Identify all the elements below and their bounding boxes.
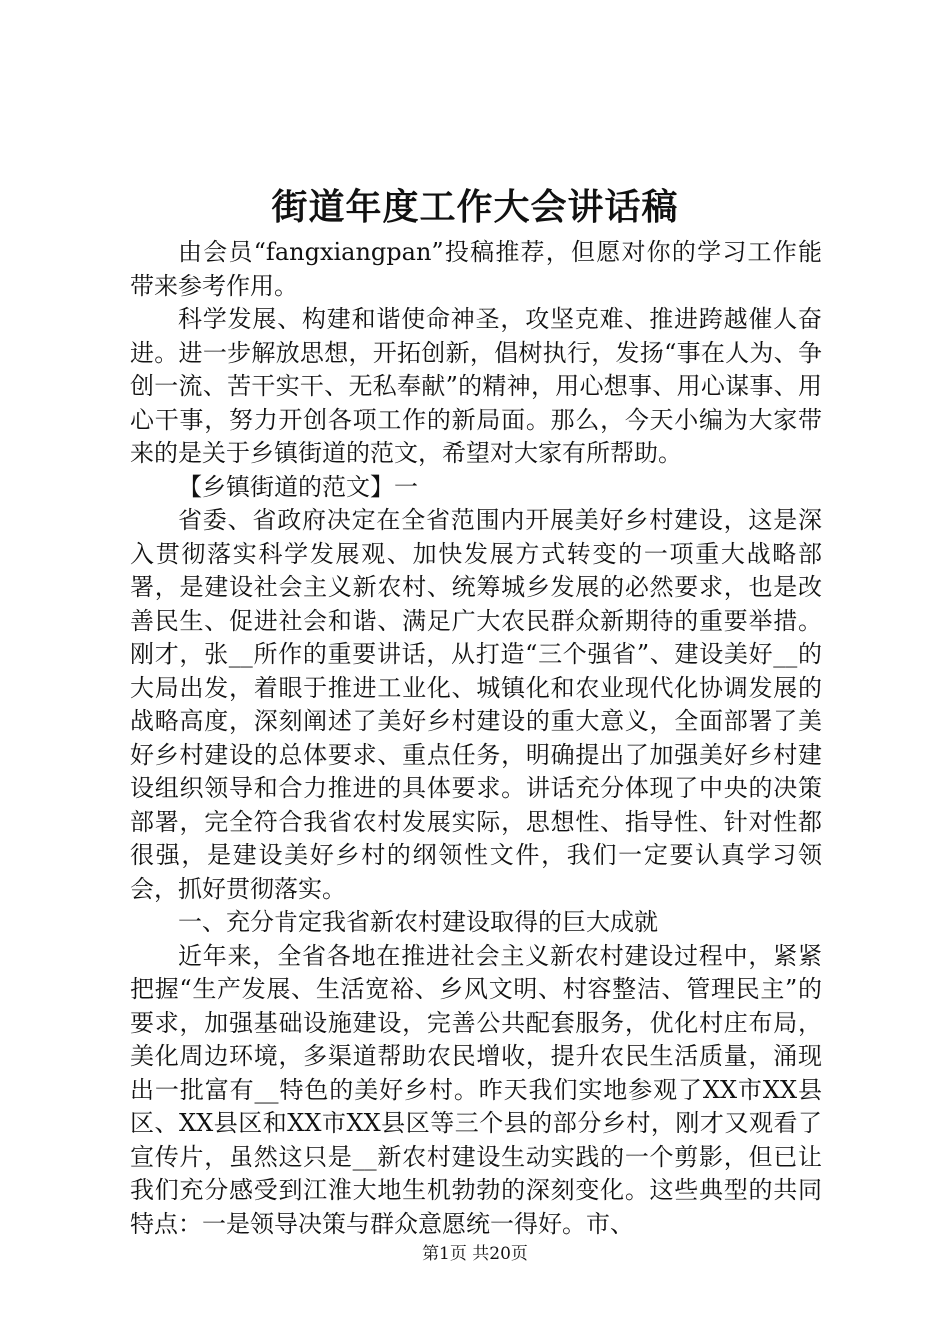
document-body: [130, 236, 822, 1241]
section-heading-one: 一、充分肯定我省新农村建设取得的巨大成就: [178, 908, 658, 936]
section-heading-sample: 【乡镇街道的范文】一: [178, 472, 418, 501]
page-total: 共20页: [472, 1244, 528, 1264]
page-number: 第1页: [422, 1244, 467, 1264]
paragraph-intro: 由会员“fangxiangpan”投稿推荐，但愿对你的学习工作能带来参考作用。: [130, 238, 822, 300]
paragraph-main: 省委、省政府决定在全省范围内开展美好乡村建设，这是深入贯彻落实科学发展观、加快发展方式转变的一项重大战略部署，是建设社会主义新农村、统筹城乡发展的必然要求，也是改善民生、促进社会和谐、满足广大农民群众新期待的重要举措。刚才，张__所作的重要讲话，从打造“三个强省”、建设美好__的大局出发，着眼于推进工业化、城镇化和农业现代化协调发展的战略高度，深刻阐述了美好乡村建设的重大意义，全面部署了美好乡村建设的总体要求、重点任务，明确提出了加强美好乡村建设组织领导和合力推进的具体要求。讲话充分体现了中央的决策部署，完全符合我省农村发展实际，思想性、指导性、针对性都很强，是建设美好乡村的纲领性文件，我们一定要认真学习领会，抓好贯彻落实。: [130, 506, 822, 903]
page-footer: [0, 1243, 950, 1265]
document-title: 街道年度工作大会讲话稿: [271, 186, 679, 228]
paragraph-preface: 科学发展、构建和谐使命神圣，攻坚克难、推进跨越催人奋进。进一步解放思想，开拓创新，倡树执行，发扬“事在人为、争创一流、苦干实干、无私奉献”的精神，用心想事、用心谋事、用心干事，努力开创各项工作的新局面。那么，今天小编为大家带来的是关于乡镇街道的范文，希望对大家有所帮助。: [130, 305, 822, 467]
paragraph-achievements: 近年来，全省各地在推进社会主义新农村建设过程中，紧紧把握“生产发展、生活宽裕、乡风文明、村容整洁、管理民主”的要求，加强基础设施建设，完善公共配套服务，优化村庄布局，美化周边环境，多渠道帮助农民增收，提升农民生活质量，涌现出一批富有__特色的美好乡村。昨天我们实地参观了XX市XX县区、XX县区和XX市XX县区等三个县的部分乡村，刚才又观看了宣传片，虽然这只是__新农村建设生动实践的一个剪影，但已让我们充分感受到江淮大地生机勃勃的深刻变化。这些典型的共同特点：一是领导决策与群众意愿统一得好。市、: [130, 941, 822, 1238]
